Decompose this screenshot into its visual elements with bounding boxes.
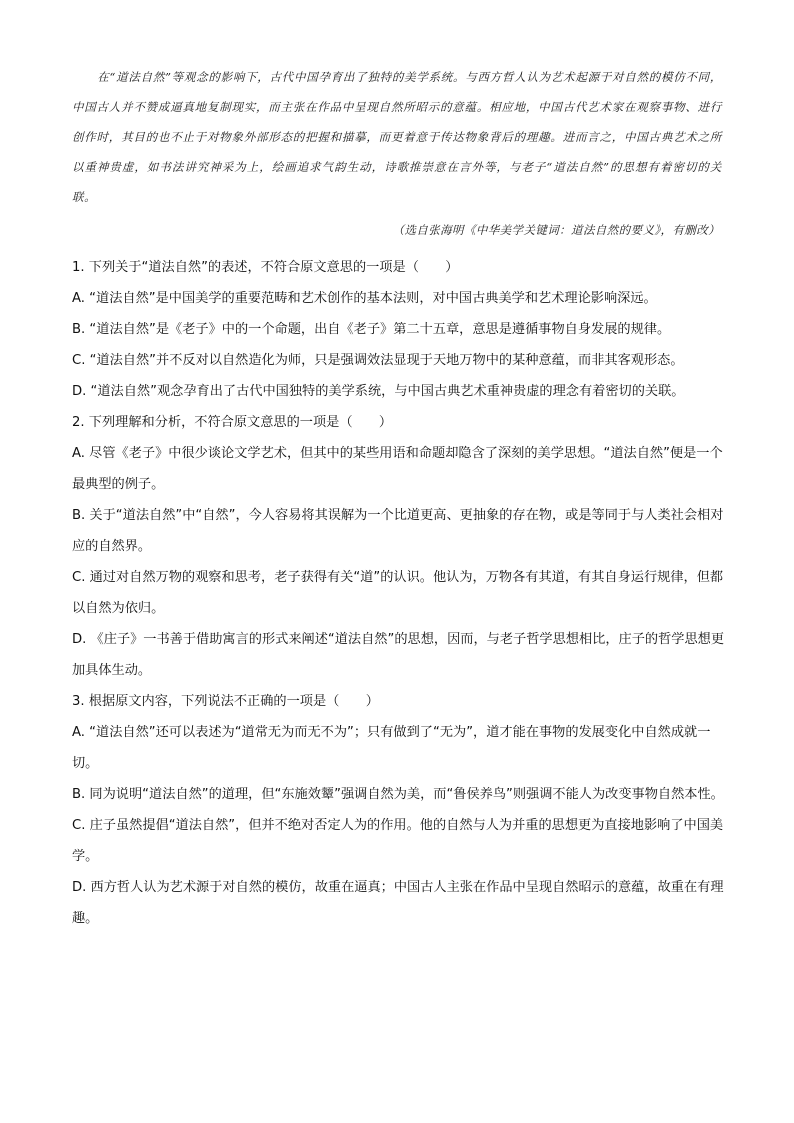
question-3 bbox=[72, 686, 724, 934]
option-c: C. “道法自然”并不反对以自然造化为师，只是强调效法显现于天地万物中的某种意蕴，而非其客观形态。 bbox=[72, 353, 684, 368]
question-stem: 3. 根据原文内容，下列说法不正确的一项是（ ） bbox=[72, 694, 379, 709]
option-d: D. 《庄子》一书善于借助寓言的形式来阐述“道法自然”的思想，因而，与老子哲学思想相比，庄子的哲学思想更加具体生动。 bbox=[72, 632, 725, 678]
option-d: D. 西方哲人认为艺术源于对自然的模仿，故重在逼真；中国古人主张在作品中呈现自然昭示的意蕴，故重在有理趣。 bbox=[72, 880, 724, 926]
option-c: C. 通过对自然万物的观察和思考，老子获得有关“道”的认识。他认为，万物各有其道，有其自身运行规律，但都以自然为依归。 bbox=[72, 570, 724, 616]
option-b: B. 关于“道法自然”中“自然”，今人容易将其误解为一个比道更高、更抽象的存在物，或是等同于与人类社会相对应的自然界。 bbox=[72, 508, 724, 554]
option-b: B. “道法自然”是《老子》中的一个命题，出自《老子》第二十五章，意思是遵循事物自身发展的规律。 bbox=[72, 322, 671, 337]
passage-paragraph: 在“道法自然”等观念的影响下，古代中国孕育出了独特的美学系统。与西方哲人认为艺术起源于对自然的模仿不同，中国古人并不赞成逼真地复制现实，而主张在作品中呈现自然所昭示的意蕴。相应地，中国古代艺术家在观察事物、进行创作时，其目的也不止于对物象外部形态的把握和描摹，而更着意于传达物象背后的理趣。进而言之，中国古典艺术之所以重神贵虚，如书法讲究神采为上，绘画追求气韵生动，诗歌推崇意在言外等，与老子“道法自然”的思想有着密切的关联。 bbox=[72, 70, 722, 204]
question-stem: 1. 下列关于“道法自然”的表述，不符合原文意思的一项是（ ） bbox=[72, 260, 459, 275]
option-a: A. 尽管《老子》中很少谈论文学艺术，但其中的某些用语和命题却隐含了深刻的美学思想。“道法自然”便是一个最典型的例子。 bbox=[72, 446, 723, 492]
question-1 bbox=[72, 252, 724, 407]
option-b: B. 同为说明“道法自然”的道理，但“东施效颦”强调自然为美，而“鲁侯养鸟”则强调不能人为改变事物自然本性。 bbox=[72, 787, 724, 802]
reading-passage bbox=[72, 62, 722, 212]
option-a: A. “道法自然”是中国美学的重要范畴和艺术创作的基本法则，对中国古典美学和艺术理论影响深远。 bbox=[72, 291, 657, 306]
option-d: D. “道法自然”观念孕育出了古代中国独特的美学系统，与中国古典艺术重神贵虚的理念有着密切的关联。 bbox=[72, 384, 685, 399]
option-a: A. “道法自然”还可以表述为“道常无为而无不为”；只有做到了“无为”，道才能在事物的发展变化中自然成就一切。 bbox=[72, 725, 711, 771]
passage-source: （选自张海明《中华美学关键词：道法自然的要义》，有删改） bbox=[392, 223, 720, 237]
question-2 bbox=[72, 407, 724, 686]
question-stem: 2. 下列理解和分析，不符合原文意思的一项是（ ） bbox=[72, 415, 393, 430]
question-list bbox=[72, 252, 724, 934]
option-c: C. 庄子虽然提倡“道法自然”，但并不绝对否定人为的作用。他的自然与人为并重的思想更为直接地影响了中国美学。 bbox=[72, 818, 724, 864]
